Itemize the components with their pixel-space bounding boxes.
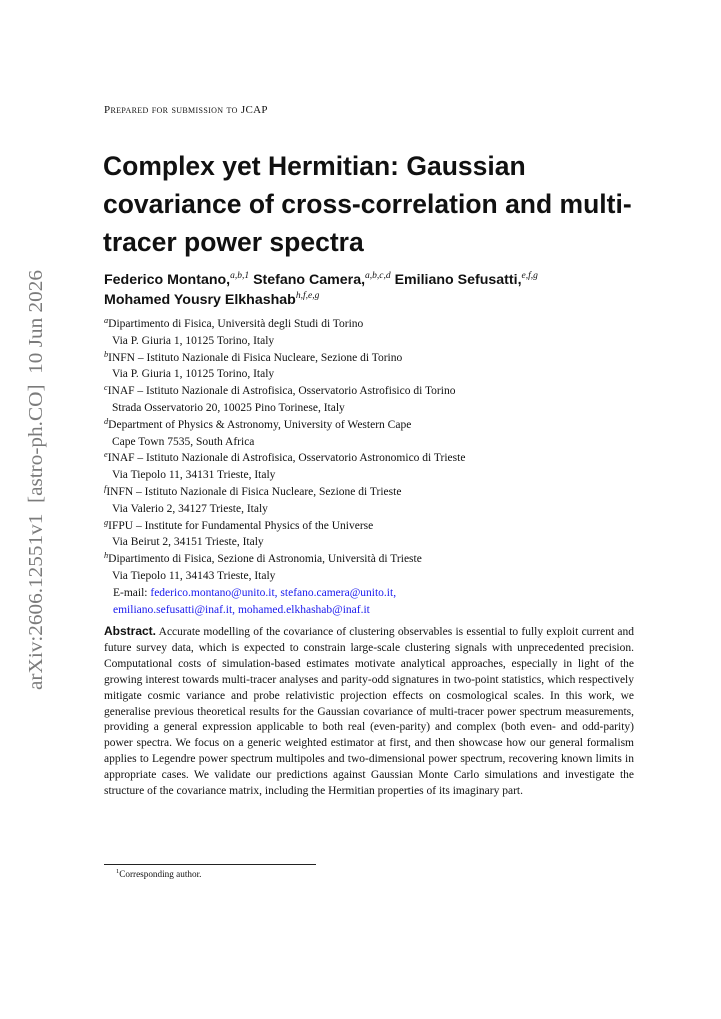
affiliation-letter: f xyxy=(104,483,107,493)
affiliation-institution: Dipartimento di Fisica, Università degli Studi di Torino xyxy=(108,318,364,330)
affiliation xyxy=(104,450,664,484)
affiliation-institution: Department of Physics & Astronomy, University of Western Cape xyxy=(108,418,412,431)
affiliation xyxy=(104,316,664,350)
affiliation-address: Via Valerio 2, 34127 Trieste, Italy xyxy=(112,502,268,515)
author-name: Mohamed Yousry Elkhashab xyxy=(104,292,296,308)
abstract-label: Abstract. xyxy=(104,624,157,638)
email-link[interactable]: stefano.camera@unito.it, xyxy=(280,586,397,599)
affiliation-address: Cape Town 7535, South Africa xyxy=(112,435,255,448)
arxiv-stamp xyxy=(12,270,54,690)
arxiv-stamp-graphic xyxy=(12,270,54,690)
author-line xyxy=(104,290,664,310)
footnote-text: Corresponding author. xyxy=(119,869,202,879)
affiliation-letter: c xyxy=(104,383,108,393)
affiliation-institution: Dipartimento di Fisica, Sezione di Astronomia, Università di Trieste xyxy=(108,553,422,566)
author-affil-marks: h,f,e,g xyxy=(295,291,320,301)
affiliation xyxy=(104,383,664,417)
abstract-text: Accurate modelling of the covariance of clustering observables is essential to fully exploit current and future survey data, which is expected to constrain large-scale clustering signals with unprecedented precision. Computational costs of simulation-based estimates motivate analytical approaches, especially in light of the growing interest towards multi-tracer analyses and parity-odd signatures in two-point statistics, which respectively mitigate cosmic variance and probe relativistic projection effects on cosmological scales. In this work, we generalise previous theoretical results for the Gaussian covariance of multi-tracer power spectrum measurements, providing a general expression applicable to both real (even-parity) and complex (both even- and odd-parity) power spectra. We focus on a generic weighted estimator at first, and then showcase how our general formalism applies to Legendre power spectrum multipoles and two-dimensional power spectrum, recovering known limits in appropriate cases. We validate our predictions against Gaussian Monte Carlo simulations and investigate the structure of the covariance matrix, including the Hermitian properties of its imaginary part. xyxy=(104,626,634,798)
footnote xyxy=(116,868,201,880)
affiliation-institution: INFN – Istituto Nazionale di Fisica Nucleare, Sezione di Trieste xyxy=(106,485,402,498)
email-label: E-mail: xyxy=(113,586,148,599)
email-link[interactable]: federico.montano@unito.it, xyxy=(150,586,278,599)
affiliation-institution: INAF – Istituto Nazionale di Astrofisica, Osservatorio Astronomico di Trieste xyxy=(107,452,466,465)
author-list xyxy=(104,270,664,310)
affiliation-letter: a xyxy=(104,316,109,325)
affiliation-institution: INAF – Istituto Nazionale di Astrofisica, Osservatorio Astrofisico di Torino xyxy=(107,385,456,398)
footnote-divider xyxy=(104,864,316,865)
affiliation-address: Strada Osservatorio 20, 10025 Pino Torinese, Italy xyxy=(112,401,345,414)
author-affil-marks: a,b,1 xyxy=(230,271,250,281)
affiliation-letter: d xyxy=(104,416,109,426)
footnote-mark: 1 xyxy=(116,868,120,875)
affiliation-address: Via P. Giuria 1, 10125 Torino, Italy xyxy=(112,334,275,347)
affiliation-letter: g xyxy=(104,517,109,527)
affiliation-institution: INFN – Istituto Nazionale di Fisica Nucleare, Sezione di Torino xyxy=(108,351,403,364)
affiliation xyxy=(104,417,664,451)
author-line xyxy=(104,270,664,290)
author-affil-marks: e,f,g xyxy=(521,271,538,281)
email-link[interactable]: mohamed.elkhashab@inaf.it xyxy=(237,603,370,616)
affiliation-address: Via Tiepolo 11, 34143 Trieste, Italy xyxy=(112,569,276,582)
affiliation-list xyxy=(104,316,664,618)
affiliation xyxy=(104,518,664,552)
affiliation-institution: IFPU – Institute for Fundamental Physics of the Universe xyxy=(108,519,374,532)
author-name: Stefano Camera, xyxy=(253,272,366,288)
affiliation xyxy=(104,350,664,384)
prepared-for-line: Prepared for submission to JCAP xyxy=(104,104,268,116)
affiliation-address: Via P. Giuria 1, 10125 Torino, Italy xyxy=(112,368,275,381)
author-name: Emiliano Sefusatti, xyxy=(394,272,522,288)
affiliation xyxy=(104,551,664,585)
email-link[interactable]: emiliano.sefusatti@inaf.it, xyxy=(113,603,236,616)
affiliation-letter: e xyxy=(104,450,108,460)
affiliation-address: Via Tiepolo 11, 34131 Trieste, Italy xyxy=(112,469,276,482)
paper-title: Complex yet Hermitian: Gaussian covariance of cross-correlation and multi-tracer power spectra xyxy=(103,151,632,257)
affiliation-address: Via Beirut 2, 34151 Trieste, Italy xyxy=(112,536,264,549)
author-name: Federico Montano, xyxy=(104,272,231,288)
affiliation xyxy=(104,484,664,518)
abstract xyxy=(104,624,634,800)
arxiv-stamp-text: arXiv:2606.12551v1 [astro-ph.CO] 10 Jun 2026 xyxy=(25,284,47,690)
email-block xyxy=(104,585,664,619)
author-affil-marks: a,b,c,d xyxy=(365,271,391,281)
affiliation-letter: b xyxy=(104,349,109,359)
affiliation-letter: h xyxy=(104,551,109,561)
